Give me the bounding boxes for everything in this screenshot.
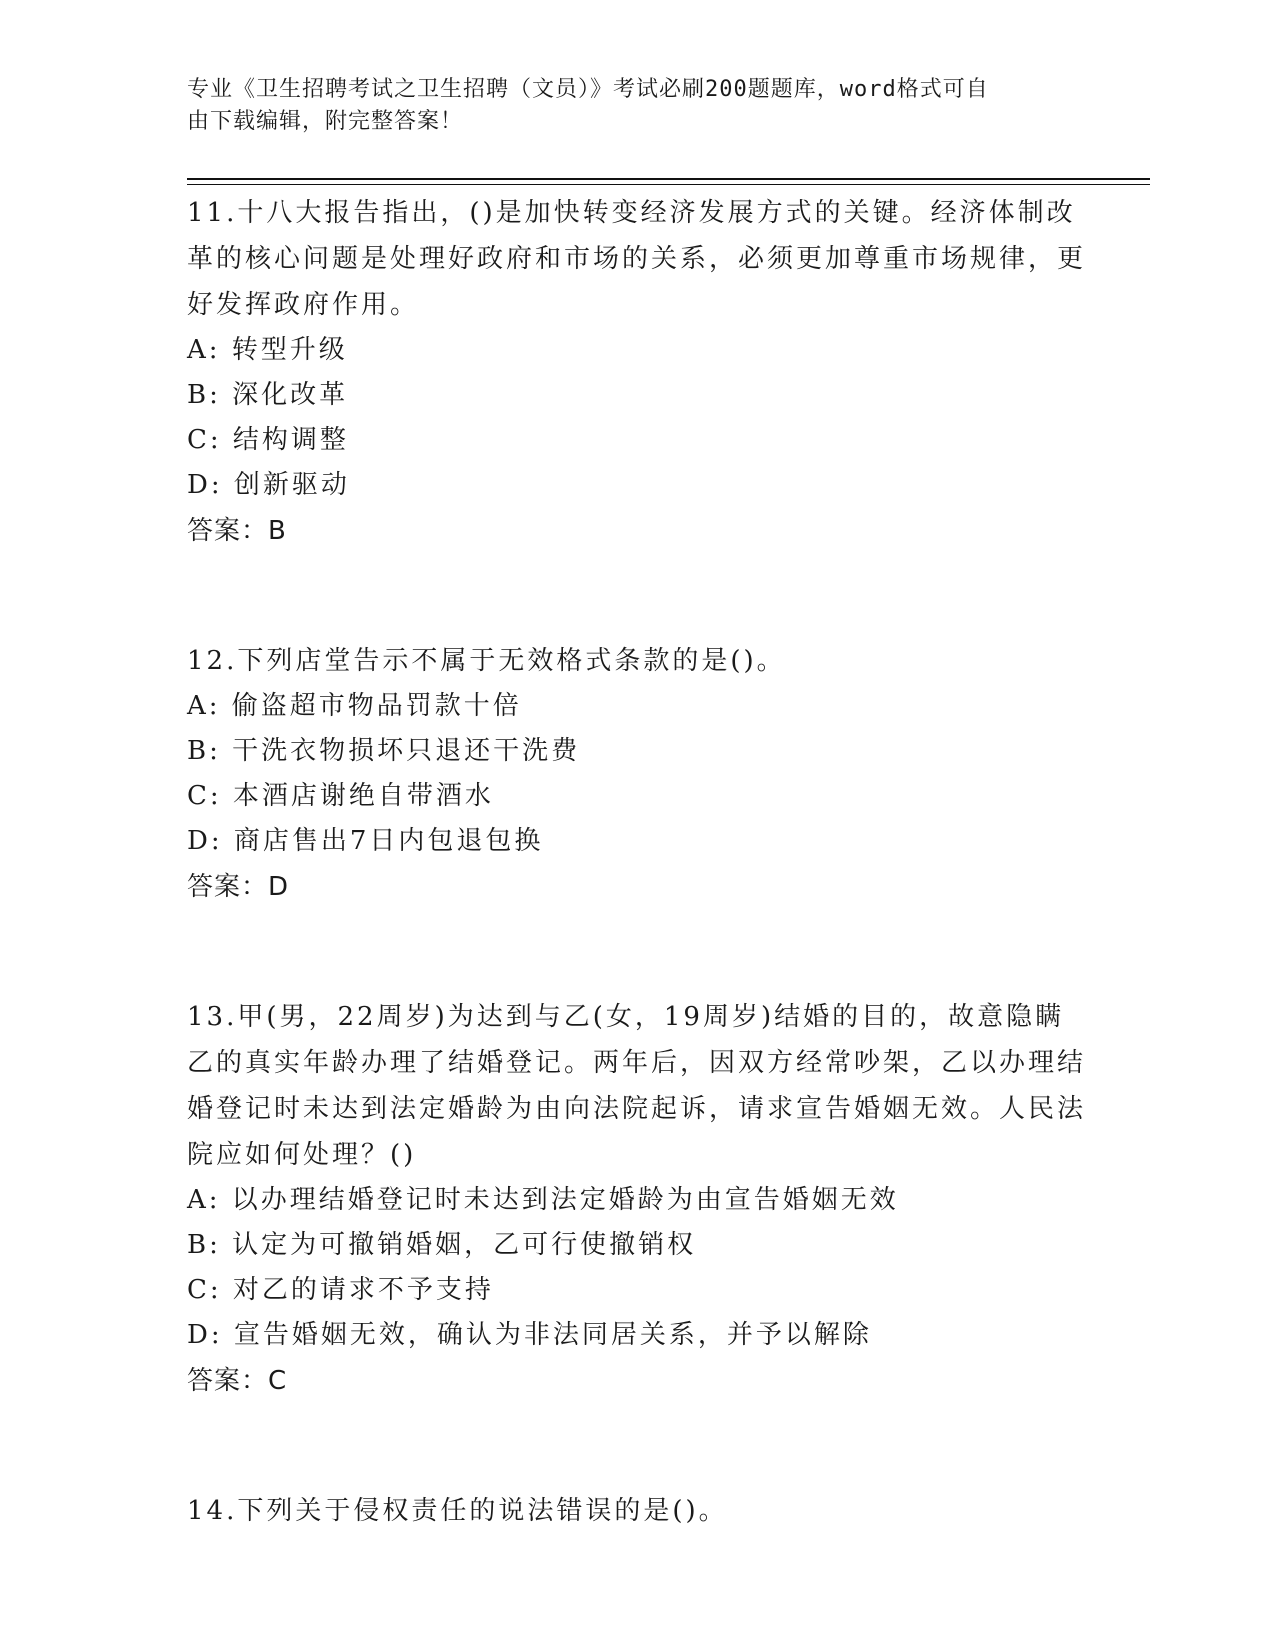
question-12	[187, 638, 1087, 910]
document-header	[187, 74, 1067, 138]
option-a: A: 转型升级	[187, 335, 348, 365]
header-title-line-1: 专业《卫生招聘考试之卫生招聘（文员）》考试必刷200题题库，word格式可自	[187, 77, 989, 102]
question-spacer	[187, 1404, 1087, 1488]
question-stem: 11.十八大报告指出，()是加快转变经济发展方式的关键。经济体制改革的核心问题是处理好政府和市场的关系，必须更加尊重市场规律，更好发挥政府作用。	[187, 198, 1087, 320]
question-11	[187, 190, 1087, 554]
option-c: C: 对乙的请求不予支持	[187, 1275, 494, 1305]
question-stem: 14.下列关于侵权责任的说法错误的是()。	[187, 1496, 728, 1526]
question-13	[187, 994, 1087, 1404]
option-d: D: 宣告婚姻无效，确认为非法同居关系，并予以解除	[187, 1320, 872, 1350]
header-divider-thick	[187, 178, 1150, 180]
option-d: D: 创新驱动	[187, 470, 350, 500]
answer-line: 答案：B	[187, 516, 287, 546]
option-d: D: 商店售出7日内包退包换	[187, 826, 544, 856]
option-b: B: 认定为可撤销婚姻，乙可行使撤销权	[187, 1230, 697, 1260]
option-a: A: 以办理结婚登记时未达到法定婚龄为由宣告婚姻无效	[187, 1185, 899, 1215]
header-divider-thin	[187, 184, 1150, 185]
question-list	[187, 190, 1087, 1534]
option-b: B: 深化改革	[187, 380, 349, 410]
question-14	[187, 1488, 1087, 1534]
option-b: B: 干洗衣物损坏只退还干洗费	[187, 736, 581, 766]
question-stem: 13.甲(男，22周岁)为达到与乙(女，19周岁)结婚的目的，故意隐瞒乙的真实年龄办理了结婚登记。两年后，因双方经常吵架，乙以办理结婚登记时未达到法定婚龄为由向法院起诉，请求宣告婚姻无效。人民法院应如何处理？()	[187, 1002, 1087, 1170]
question-spacer	[187, 554, 1087, 638]
answer-line: 答案：D	[187, 872, 290, 902]
option-c: C: 本酒店谢绝自带酒水	[187, 781, 494, 811]
question-stem: 12.下列店堂告示不属于无效格式条款的是()。	[187, 646, 786, 676]
question-spacer	[187, 910, 1087, 994]
option-c: C: 结构调整	[187, 425, 349, 455]
option-a: A: 偷盗超市物品罚款十倍	[187, 691, 522, 721]
header-title-line-2: 由下载编辑，附完整答案！	[187, 109, 464, 134]
answer-line: 答案：C	[187, 1366, 288, 1396]
